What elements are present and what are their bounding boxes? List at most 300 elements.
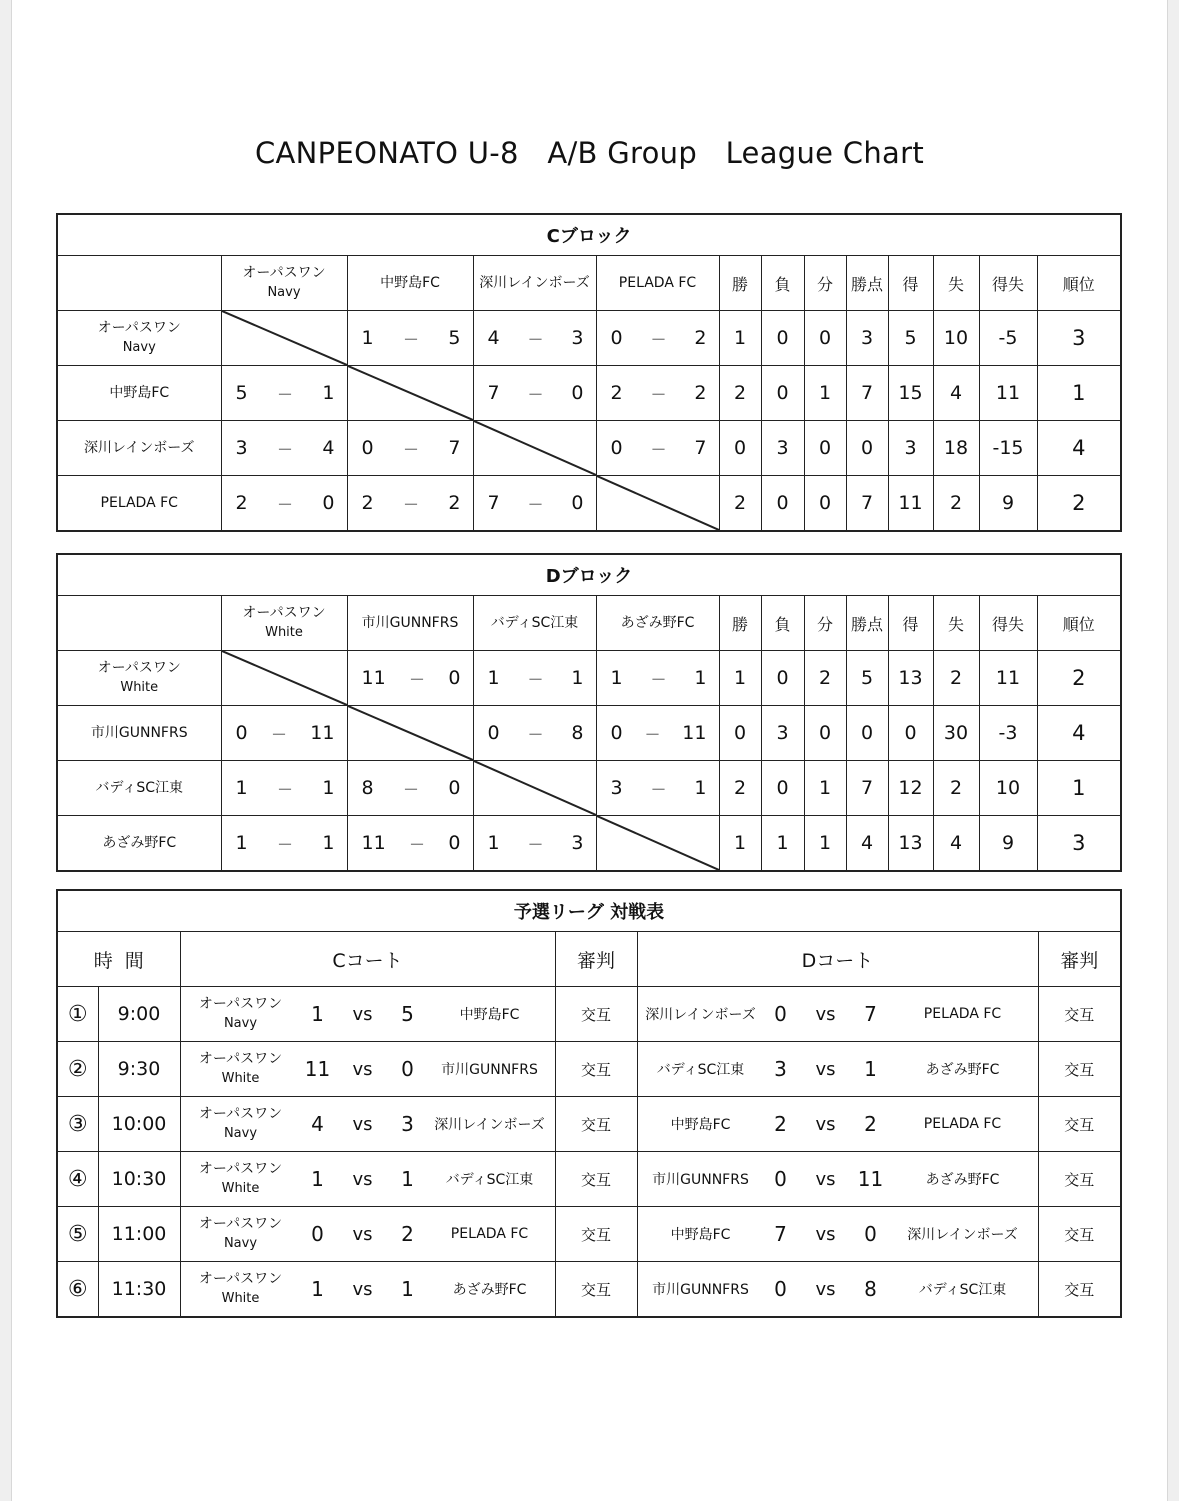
match bbox=[181, 1042, 555, 1096]
row-team-header bbox=[57, 311, 221, 366]
column-team-header bbox=[596, 256, 719, 311]
team-subname: White bbox=[120, 680, 159, 695]
away-team: PELADA FC bbox=[923, 1116, 1002, 1132]
home-team: 市川GUNNFRS bbox=[652, 1282, 749, 1298]
home-score: 1 bbox=[311, 1002, 324, 1026]
stat-cell: 7 bbox=[846, 476, 888, 532]
table-row bbox=[57, 421, 1121, 476]
table-row bbox=[57, 706, 1121, 761]
team-name: オーパスワン bbox=[198, 996, 283, 1012]
score-cell bbox=[347, 421, 473, 476]
score-away: 3 bbox=[571, 832, 584, 854]
match-number: ② bbox=[57, 1042, 98, 1097]
d-court-match bbox=[637, 1207, 1038, 1262]
team-subname: White bbox=[265, 625, 303, 640]
score-home: 0 bbox=[610, 327, 623, 349]
team-name: オーパスワン bbox=[198, 1216, 283, 1232]
score-home: 1 bbox=[361, 327, 374, 349]
stat-header: 勝 bbox=[719, 596, 761, 651]
score bbox=[474, 667, 596, 690]
vs-label: vs bbox=[352, 1003, 373, 1025]
away-team: バディSC江東 bbox=[918, 1282, 1007, 1298]
table-row bbox=[57, 476, 1121, 532]
score-cell bbox=[596, 311, 719, 366]
stat-cell: 7 bbox=[846, 761, 888, 816]
stat-header: 勝点 bbox=[846, 596, 888, 651]
c-court-match bbox=[180, 1207, 555, 1262]
stat-cell: 0 bbox=[761, 311, 804, 366]
home-score: 0 bbox=[774, 1277, 787, 1301]
stat-cell: 9 bbox=[979, 476, 1037, 532]
score-dash: － bbox=[276, 494, 293, 514]
score bbox=[222, 722, 347, 745]
score bbox=[348, 327, 473, 350]
stat-cell: 1 bbox=[719, 816, 761, 872]
score-home: 0 bbox=[361, 437, 374, 459]
away-score: 1 bbox=[401, 1167, 414, 1191]
score-home: 0 bbox=[610, 437, 623, 459]
score-dash: － bbox=[402, 329, 419, 349]
stat-cell: 11 bbox=[979, 366, 1037, 421]
match-time: 9:00 bbox=[98, 987, 180, 1042]
score-home: 11 bbox=[361, 667, 386, 689]
diagonal-cell bbox=[221, 311, 347, 366]
d-court-match bbox=[637, 1262, 1038, 1318]
column-team-header bbox=[221, 596, 347, 651]
d-court-match bbox=[637, 1152, 1038, 1207]
stat-cell: -15 bbox=[979, 421, 1037, 476]
c-referee: 交互 bbox=[555, 1152, 637, 1207]
home-score: 0 bbox=[774, 1002, 787, 1026]
score-home: 2 bbox=[610, 382, 623, 404]
c-referee: 交互 bbox=[555, 1097, 637, 1152]
schedule-row bbox=[57, 1262, 1121, 1318]
team-name: オーパスワン bbox=[242, 265, 326, 281]
match-time: 11:00 bbox=[98, 1207, 180, 1262]
schedule-row bbox=[57, 1152, 1121, 1207]
stat-header: 勝 bbox=[719, 256, 761, 311]
vs-label: vs bbox=[815, 1168, 836, 1190]
row-team-header bbox=[57, 366, 221, 421]
stat-cell: 1 bbox=[719, 651, 761, 706]
home-team bbox=[181, 1049, 301, 1089]
team-subname: White bbox=[221, 1181, 260, 1196]
home-team bbox=[181, 1104, 301, 1144]
home-score: 11 bbox=[304, 1057, 331, 1081]
score-dash: － bbox=[276, 384, 293, 404]
stat-cell: 13 bbox=[888, 651, 933, 706]
rank-cell: 1 bbox=[1037, 761, 1121, 816]
d-court-match bbox=[637, 1042, 1038, 1097]
score bbox=[348, 492, 473, 515]
stat-cell: 0 bbox=[761, 651, 804, 706]
score-home: 1 bbox=[487, 667, 500, 689]
page-title: CANPEONATO U-8 A/B Group League Chart bbox=[254, 136, 925, 170]
match-number: ③ bbox=[57, 1097, 98, 1152]
c-court-match bbox=[180, 987, 555, 1042]
score-dash: － bbox=[527, 724, 544, 744]
score-away: 0 bbox=[571, 382, 584, 404]
diagonal-cell bbox=[596, 816, 719, 872]
score-cell bbox=[596, 761, 719, 816]
match bbox=[638, 1042, 1038, 1096]
c-referee: 交互 bbox=[555, 1207, 637, 1262]
d-court-header: Dコート bbox=[637, 932, 1038, 987]
away-team: バディSC江東 bbox=[445, 1172, 534, 1188]
home-score: 0 bbox=[774, 1167, 787, 1191]
stat-header: 失 bbox=[933, 256, 979, 311]
stat-cell: 0 bbox=[804, 311, 846, 366]
team-name: 中野島FC bbox=[380, 275, 440, 291]
score-away: 1 bbox=[694, 667, 707, 689]
team-subname: Navy bbox=[267, 285, 301, 300]
score-cell bbox=[596, 366, 719, 421]
time-header: 時 間 bbox=[57, 932, 180, 987]
team-name: 市川GUNNFRS bbox=[361, 615, 459, 631]
team-subname: White bbox=[221, 1291, 260, 1306]
c-referee: 交互 bbox=[555, 987, 637, 1042]
row-team-header bbox=[57, 761, 221, 816]
home-team: 市川GUNNFRS bbox=[652, 1172, 749, 1188]
score-dash: － bbox=[644, 724, 661, 744]
stat-cell: 1 bbox=[719, 311, 761, 366]
score-away: 0 bbox=[448, 667, 461, 689]
c-referee: 交互 bbox=[555, 1262, 637, 1318]
row-team-header bbox=[57, 476, 221, 532]
stat-cell: 5 bbox=[846, 651, 888, 706]
score-away: 0 bbox=[322, 492, 335, 514]
home-team bbox=[181, 1159, 301, 1199]
vs-label: vs bbox=[352, 1168, 373, 1190]
team-name: 市川GUNNFRS bbox=[90, 725, 188, 741]
stat-cell: 2 bbox=[719, 761, 761, 816]
score-away: 1 bbox=[322, 832, 335, 854]
c-court-match bbox=[180, 1262, 555, 1318]
vs-label: vs bbox=[352, 1058, 373, 1080]
stat-cell: 1 bbox=[804, 816, 846, 872]
vs-label: vs bbox=[352, 1113, 373, 1135]
away-team: 深川レインボーズ bbox=[907, 1227, 1018, 1243]
score-cell bbox=[473, 311, 596, 366]
d-block-title: Dブロック bbox=[57, 554, 1121, 596]
away-score: 5 bbox=[401, 1002, 414, 1026]
score bbox=[597, 722, 719, 745]
table-row bbox=[57, 366, 1121, 421]
stat-cell: 0 bbox=[804, 476, 846, 532]
stat-cell: 2 bbox=[933, 761, 979, 816]
stat-header: 得失 bbox=[979, 256, 1037, 311]
stat-cell: 0 bbox=[846, 421, 888, 476]
rank-cell: 2 bbox=[1037, 476, 1121, 532]
score-away: 2 bbox=[448, 492, 461, 514]
away-score: 2 bbox=[401, 1222, 414, 1246]
match bbox=[181, 987, 555, 1041]
match bbox=[181, 1262, 555, 1316]
score-away: 3 bbox=[571, 327, 584, 349]
stat-cell: 3 bbox=[761, 421, 804, 476]
stat-cell: 9 bbox=[979, 816, 1037, 872]
score-dash: － bbox=[276, 779, 293, 799]
team-name: PELADA FC bbox=[100, 495, 178, 511]
stat-header: 順位 bbox=[1037, 256, 1121, 311]
schedule-row bbox=[57, 1042, 1121, 1097]
stat-cell: 0 bbox=[761, 366, 804, 421]
score-home: 0 bbox=[487, 722, 500, 744]
score-cell bbox=[221, 421, 347, 476]
away-team: PELADA FC bbox=[450, 1226, 529, 1242]
score-home: 3 bbox=[235, 437, 248, 459]
table-row bbox=[57, 816, 1121, 872]
home-team bbox=[181, 994, 301, 1034]
table-row bbox=[57, 651, 1121, 706]
team-name: オーパスワン bbox=[97, 660, 181, 676]
row-team-header bbox=[57, 706, 221, 761]
score-cell bbox=[473, 706, 596, 761]
away-score: 7 bbox=[864, 1002, 877, 1026]
column-team-header bbox=[473, 256, 596, 311]
schedule-row bbox=[57, 987, 1121, 1042]
score-home: 2 bbox=[361, 492, 374, 514]
rank-cell: 3 bbox=[1037, 311, 1121, 366]
score bbox=[222, 777, 347, 800]
team-subname: Navy bbox=[223, 1126, 258, 1141]
away-team: 中野島FC bbox=[459, 1007, 520, 1023]
score-home: 8 bbox=[361, 777, 374, 799]
score-home: 3 bbox=[610, 777, 623, 799]
match bbox=[638, 1207, 1038, 1261]
away-team: 深川レインボーズ bbox=[434, 1117, 545, 1133]
stat-header: 分 bbox=[804, 256, 846, 311]
diagonal-cell bbox=[347, 366, 473, 421]
d-court-match bbox=[637, 1097, 1038, 1152]
score-dash: － bbox=[409, 834, 426, 854]
score-dash: － bbox=[527, 669, 544, 689]
table-row bbox=[57, 311, 1121, 366]
home-score: 1 bbox=[311, 1167, 324, 1191]
stat-cell: 1 bbox=[804, 761, 846, 816]
away-score: 0 bbox=[864, 1222, 877, 1246]
d-referee: 交互 bbox=[1038, 1207, 1121, 1262]
score-away: 4 bbox=[322, 437, 335, 459]
away-team: 市川GUNNFRS bbox=[441, 1062, 538, 1078]
score-dash: － bbox=[650, 384, 667, 404]
d-referee: 交互 bbox=[1038, 1152, 1121, 1207]
match-number: ① bbox=[57, 987, 98, 1042]
away-score: 3 bbox=[401, 1112, 414, 1136]
score-cell bbox=[596, 706, 719, 761]
stat-cell: 0 bbox=[719, 706, 761, 761]
score-cell bbox=[473, 816, 596, 872]
away-score: 1 bbox=[401, 1277, 414, 1301]
match-number: ⑥ bbox=[57, 1262, 98, 1318]
score-cell bbox=[473, 476, 596, 532]
row-team-header bbox=[57, 816, 221, 872]
stat-cell: 10 bbox=[979, 761, 1037, 816]
column-team-header bbox=[221, 256, 347, 311]
score-cell bbox=[473, 366, 596, 421]
c-referee: 交互 bbox=[555, 1042, 637, 1097]
schedule-table bbox=[56, 889, 1122, 1318]
score-away: 2 bbox=[694, 382, 707, 404]
team-subname: Navy bbox=[223, 1236, 258, 1251]
score-home: 2 bbox=[235, 492, 248, 514]
score-dash: － bbox=[650, 669, 667, 689]
score-dash: － bbox=[402, 494, 419, 514]
vs-label: vs bbox=[352, 1278, 373, 1300]
stat-cell: 10 bbox=[933, 311, 979, 366]
score-home: 0 bbox=[610, 722, 623, 744]
stat-header: 負 bbox=[761, 596, 804, 651]
vs-label: vs bbox=[815, 1058, 836, 1080]
home-score: 2 bbox=[774, 1112, 787, 1136]
score-cell bbox=[221, 761, 347, 816]
score-cell bbox=[347, 651, 473, 706]
stat-cell: 3 bbox=[761, 706, 804, 761]
score-home: 1 bbox=[235, 832, 248, 854]
vs-label: vs bbox=[815, 1278, 836, 1300]
diagonal-cell bbox=[596, 476, 719, 532]
score bbox=[474, 492, 596, 515]
score-away: 0 bbox=[571, 492, 584, 514]
score-dash: － bbox=[402, 779, 419, 799]
stat-header: 失 bbox=[933, 596, 979, 651]
d-referee: 交互 bbox=[1038, 1042, 1121, 1097]
team-subname: White bbox=[221, 1071, 260, 1086]
team-name: バディSC江東 bbox=[95, 780, 184, 796]
score-cell bbox=[221, 366, 347, 421]
away-score: 2 bbox=[864, 1112, 877, 1136]
stat-cell: 15 bbox=[888, 366, 933, 421]
score-dash: － bbox=[527, 384, 544, 404]
score-away: 0 bbox=[448, 777, 461, 799]
score-home: 1 bbox=[610, 667, 623, 689]
score bbox=[474, 832, 596, 855]
score-cell bbox=[596, 651, 719, 706]
c-court-header: Cコート bbox=[180, 932, 555, 987]
c-court-match bbox=[180, 1042, 555, 1097]
score-home: 1 bbox=[487, 832, 500, 854]
stat-cell: 13 bbox=[888, 816, 933, 872]
score-away: 1 bbox=[322, 777, 335, 799]
stat-header: 得失 bbox=[979, 596, 1037, 651]
stat-cell: 4 bbox=[933, 366, 979, 421]
score-away: 1 bbox=[571, 667, 584, 689]
schedule-title: 予選リーグ 対戦表 bbox=[57, 890, 1121, 932]
table-row bbox=[57, 761, 1121, 816]
match bbox=[638, 1262, 1038, 1316]
schedule-row bbox=[57, 1207, 1121, 1262]
diagonal-cell bbox=[347, 706, 473, 761]
stat-cell: 0 bbox=[846, 706, 888, 761]
d-referee: 交互 bbox=[1038, 1262, 1121, 1318]
score bbox=[597, 777, 719, 800]
c-referee-header: 審判 bbox=[555, 932, 637, 987]
score bbox=[222, 382, 347, 405]
away-team: あざみ野FC bbox=[452, 1282, 527, 1298]
diagonal-cell bbox=[473, 761, 596, 816]
score bbox=[348, 777, 473, 800]
score-dash: － bbox=[527, 494, 544, 514]
score-away: 8 bbox=[571, 722, 584, 744]
stat-cell: 3 bbox=[846, 311, 888, 366]
away-score: 1 bbox=[864, 1057, 877, 1081]
score-cell bbox=[221, 816, 347, 872]
home-score: 1 bbox=[311, 1277, 324, 1301]
match bbox=[638, 1097, 1038, 1151]
match-number: ⑤ bbox=[57, 1207, 98, 1262]
home-team bbox=[181, 1269, 301, 1309]
rank-cell: 4 bbox=[1037, 421, 1121, 476]
corner-cell bbox=[57, 596, 221, 651]
team-name: PELADA FC bbox=[618, 275, 697, 291]
score-away: 11 bbox=[310, 722, 335, 744]
score bbox=[597, 382, 719, 405]
away-score: 11 bbox=[857, 1167, 884, 1191]
column-team-header bbox=[347, 256, 473, 311]
home-team: 中野島FC bbox=[670, 1227, 731, 1243]
corner-cell bbox=[57, 256, 221, 311]
column-team-header bbox=[347, 596, 473, 651]
match-time: 11:30 bbox=[98, 1262, 180, 1318]
stat-cell: 1 bbox=[761, 816, 804, 872]
c-block-table bbox=[56, 213, 1122, 532]
score-away: 1 bbox=[322, 382, 335, 404]
d-referee: 交互 bbox=[1038, 987, 1121, 1042]
vs-label: vs bbox=[815, 1223, 836, 1245]
rank-cell: 3 bbox=[1037, 816, 1121, 872]
team-name: あざみ野FC bbox=[620, 615, 695, 631]
score-away: 7 bbox=[448, 437, 461, 459]
score bbox=[348, 667, 473, 690]
score-cell bbox=[473, 651, 596, 706]
home-score: 3 bbox=[774, 1057, 787, 1081]
rank-cell: 4 bbox=[1037, 706, 1121, 761]
team-name: あざみ野FC bbox=[102, 835, 177, 851]
score-dash: － bbox=[276, 439, 293, 459]
away-team: あざみ野FC bbox=[925, 1062, 1000, 1078]
rank-cell: 1 bbox=[1037, 366, 1121, 421]
team-name: オーパスワン bbox=[198, 1271, 283, 1287]
stat-cell: 2 bbox=[804, 651, 846, 706]
score-away: 0 bbox=[448, 832, 461, 854]
score-away: 1 bbox=[694, 777, 707, 799]
score bbox=[222, 437, 347, 460]
team-name: オーパスワン bbox=[242, 605, 326, 621]
home-score: 0 bbox=[311, 1222, 324, 1246]
stat-cell: 4 bbox=[846, 816, 888, 872]
stat-cell: 4 bbox=[933, 816, 979, 872]
stat-cell: 5 bbox=[888, 311, 933, 366]
stat-cell: 2 bbox=[719, 366, 761, 421]
c-court-match bbox=[180, 1097, 555, 1152]
score bbox=[597, 437, 719, 460]
score-dash: － bbox=[650, 439, 667, 459]
score-cell bbox=[221, 706, 347, 761]
score bbox=[474, 382, 596, 405]
stat-cell: 2 bbox=[933, 476, 979, 532]
stat-header: 順位 bbox=[1037, 596, 1121, 651]
stat-cell: 11 bbox=[888, 476, 933, 532]
d-referee-header: 審判 bbox=[1038, 932, 1121, 987]
row-team-header bbox=[57, 421, 221, 476]
score-dash: － bbox=[276, 834, 293, 854]
score-dash: － bbox=[270, 724, 287, 744]
row-team-header bbox=[57, 651, 221, 706]
score-away: 11 bbox=[682, 722, 707, 744]
score bbox=[222, 492, 347, 515]
score-cell bbox=[347, 816, 473, 872]
stat-header: 得 bbox=[888, 596, 933, 651]
